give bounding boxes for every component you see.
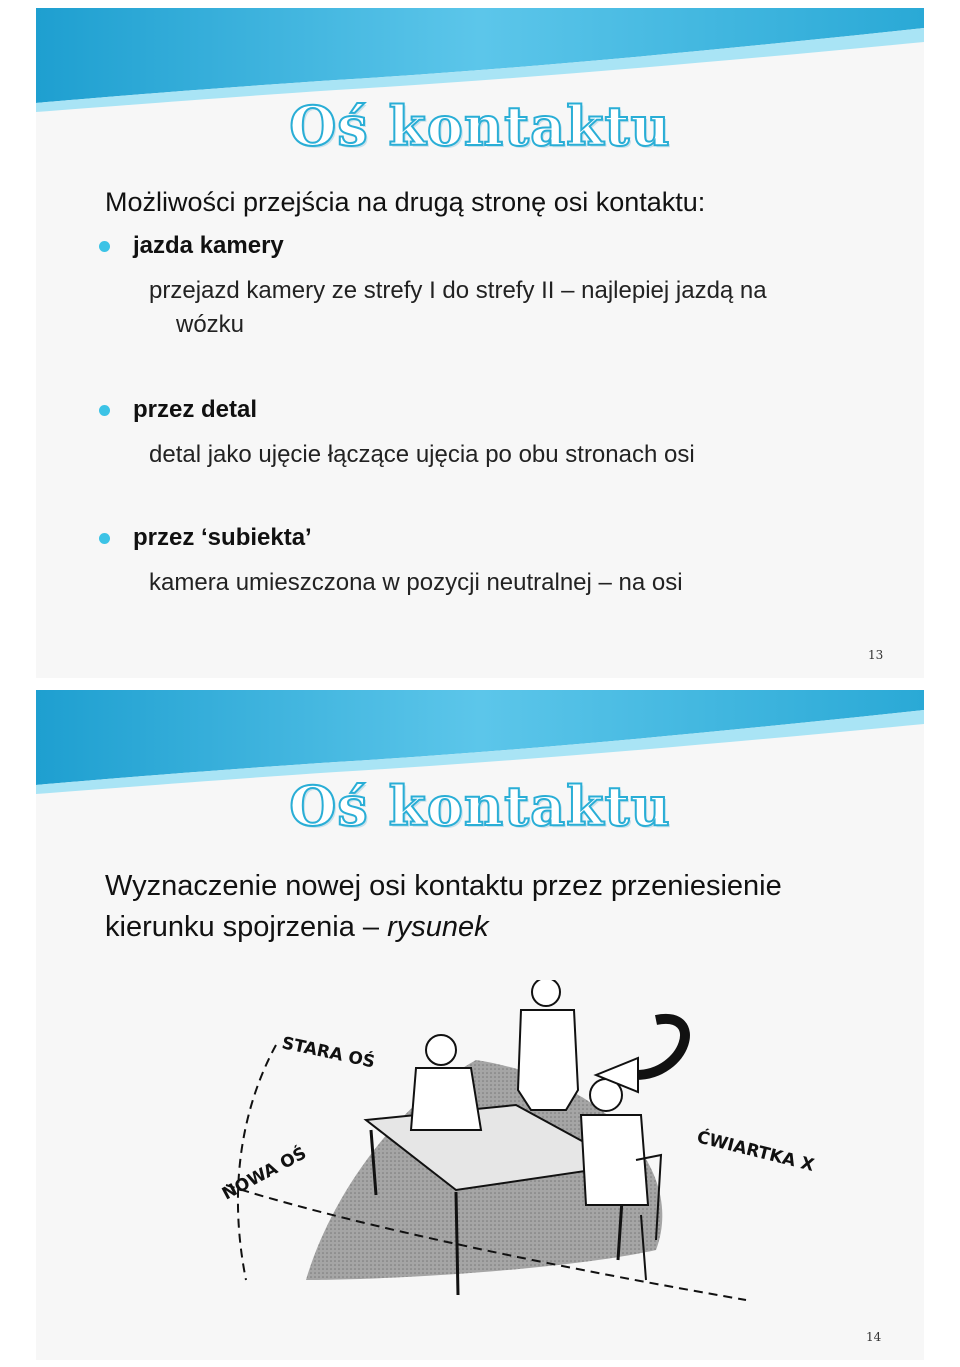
slide-14: [36, 690, 924, 1360]
page-number: 14: [866, 1330, 882, 1344]
lead-text: Możliwości przejścia na drugą stronę osi kontaktu:: [105, 187, 706, 217]
bullet-subtext: kamera umieszczona w pozycji neutralnej – na osi: [149, 569, 683, 596]
bullet-dot-icon: [99, 405, 110, 416]
slide-13: [36, 8, 924, 678]
bullet-subtext: detal jako ujęcie łączące ujęcia po obu stronach osi: [149, 441, 695, 468]
bullet-subtext: przejazd kamery ze strefy I do strefy II – najlepiej jazdą na: [149, 277, 767, 304]
slide-title: Oś kontaktu: [289, 774, 671, 838]
old-axis-label: STARA OŚ: [279, 1033, 377, 1073]
lead-line-italic: rysunek: [387, 911, 489, 943]
seated-man-head: [426, 1035, 456, 1065]
standing-man-head: [532, 980, 560, 1006]
page-number: 13: [868, 648, 884, 662]
bullet-subtext: wózku: [176, 311, 245, 338]
lead-line: [105, 907, 782, 948]
bullet-dot-icon: [99, 533, 110, 544]
rotation-arrow-icon: [636, 1019, 685, 1075]
bullet-dot-icon: [99, 241, 110, 252]
quarter-label: ĆWIARTKA X: [694, 1127, 817, 1176]
bullet-label: przez ‘subiekta’: [133, 524, 312, 551]
bullet-label: przez detal: [133, 396, 258, 423]
lead-line-plain: kierunku spojrzenia –: [105, 911, 388, 943]
lead-line: Wyznaczenie nowej osi kontaktu przez przeniesienie: [105, 870, 782, 902]
lead-text: [105, 866, 782, 948]
new-axis-label: NOWA OŚ: [218, 1143, 310, 1205]
slide-title: Oś kontaktu: [289, 94, 671, 158]
bullet-label: jazda kamery: [133, 232, 284, 259]
camera-axis-illustration: [186, 980, 826, 1320]
